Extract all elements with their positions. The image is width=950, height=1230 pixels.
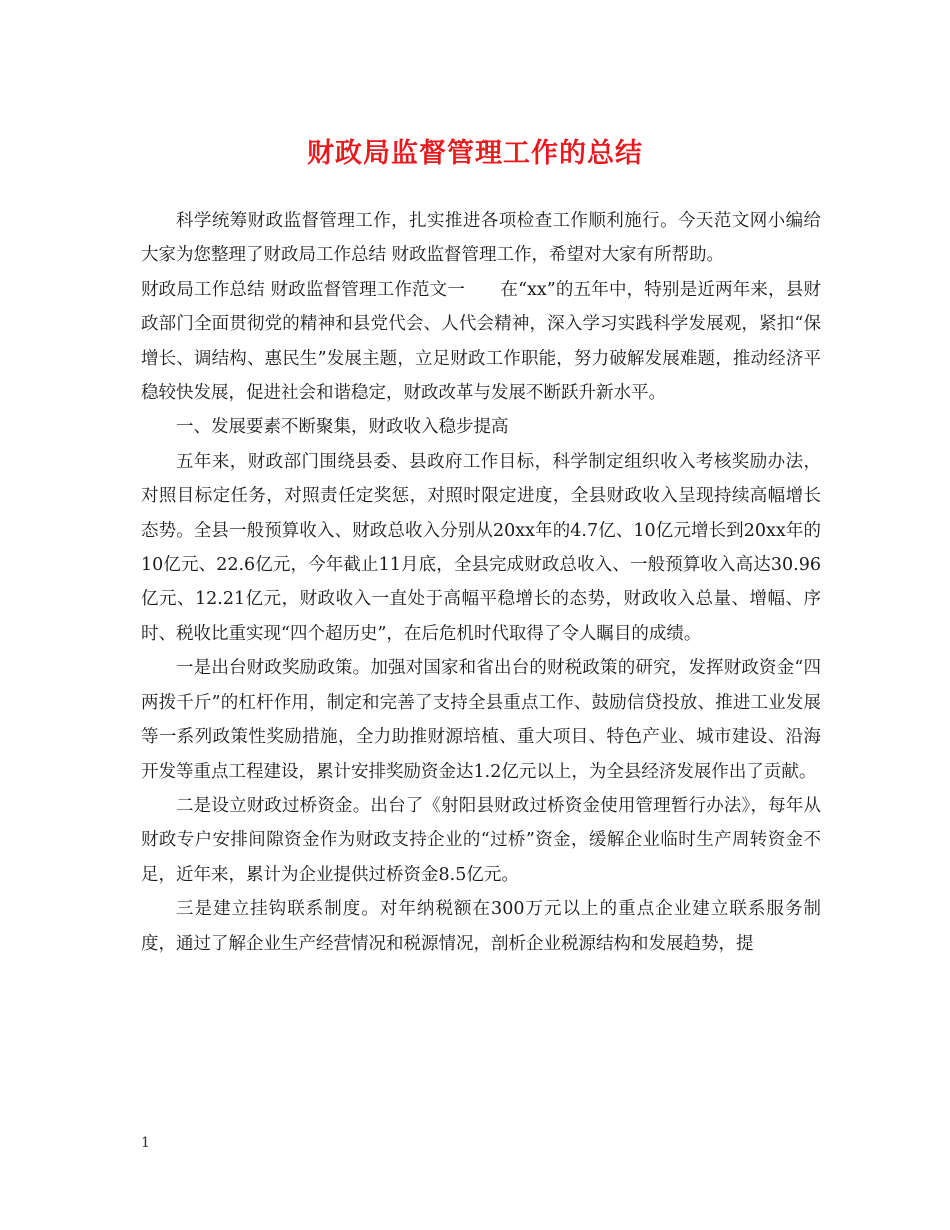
paragraph-five-years: 五年来，财政部门围绕县委、县政府工作目标，科学制定组织收入考核奖励办法，对照目标定任务，对照责任定奖惩，对照时限定进度，全县财政收入呈现持续高幅增长态势。全县一般预算收入、财政总收入分别从20xx年的4.7亿、10亿元增长到20xx年的10亿元、22.6亿元，今年截止11月底，全县完成财政总收入、一般预算收入高达30.96亿元、12.21亿元，财政收入一直处于高幅平稳增长的态势，财政收入总量、增幅、序时、税收比重实现“四个超历史”，在后危机时代取得了令人瞩目的成绩。 xyxy=(141,451,821,644)
paragraph-intro: 科学统筹财政监督管理工作，扎实推进各项检查工作顺利施行。今天范文网小编给大家为您整理了财政局工作总结 财政监督管理工作，希望对大家有所帮助。 xyxy=(141,211,821,266)
paragraph-sample-one: 财政局工作总结 财政监督管理工作范文一 在“xx”的五年中，特别是近两年来，县财政部门全面贯彻党的精神和县党代会、人代会精神，深入学习实践科学发展观，紧扣“保增长、调结构、惠民生”发展主题，立足财政工作职能，努力破解发展难题，推动经济平稳较快发展，促进社会和谐稳定，财政改革与发展不断跃升新水平。 xyxy=(141,279,821,404)
document-body xyxy=(141,204,821,961)
page-number: 1 xyxy=(141,1135,150,1151)
paragraph-reward-policy: 一是出台财政奖励政策。加强对国家和省出台的财税政策的研究，发挥财政资金“四两拨千斤”的杠杆作用，制定和完善了支持全县重点工作、鼓励信贷投放、推进工业发展等一系列政策性奖励措施，全力助推财源培植、重大项目、特色产业、城市建设、沿海开发等重点工程建设，累计安排奖励资金达1.2亿元以上，为全县经济发展作出了贡献。 xyxy=(141,658,821,782)
section-heading-one: 一、发展要素不断聚集，财政收入稳步提高 xyxy=(176,417,509,438)
paragraph-bridge-fund: 二是设立财政过桥资金。出台了《射阳县财政过桥资金使用管理暂行办法》，每年从财政专户安排间隙资金作为财政支持企业的“过桥”资金，缓解企业临时生产周转资金不足，近年来，累计为企业提供过桥资金8.5亿元。 xyxy=(141,795,821,885)
paragraph-liaison-system: 三是建立挂钩联系制度。对年纳税额在300万元以上的重点企业建立联系服务制度，通过了解企业生产经营情况和税源情况，剖析企业税源结构和发展趋势，提 xyxy=(141,899,821,954)
document-title: 财政局监督管理工作的总结 xyxy=(307,138,643,169)
